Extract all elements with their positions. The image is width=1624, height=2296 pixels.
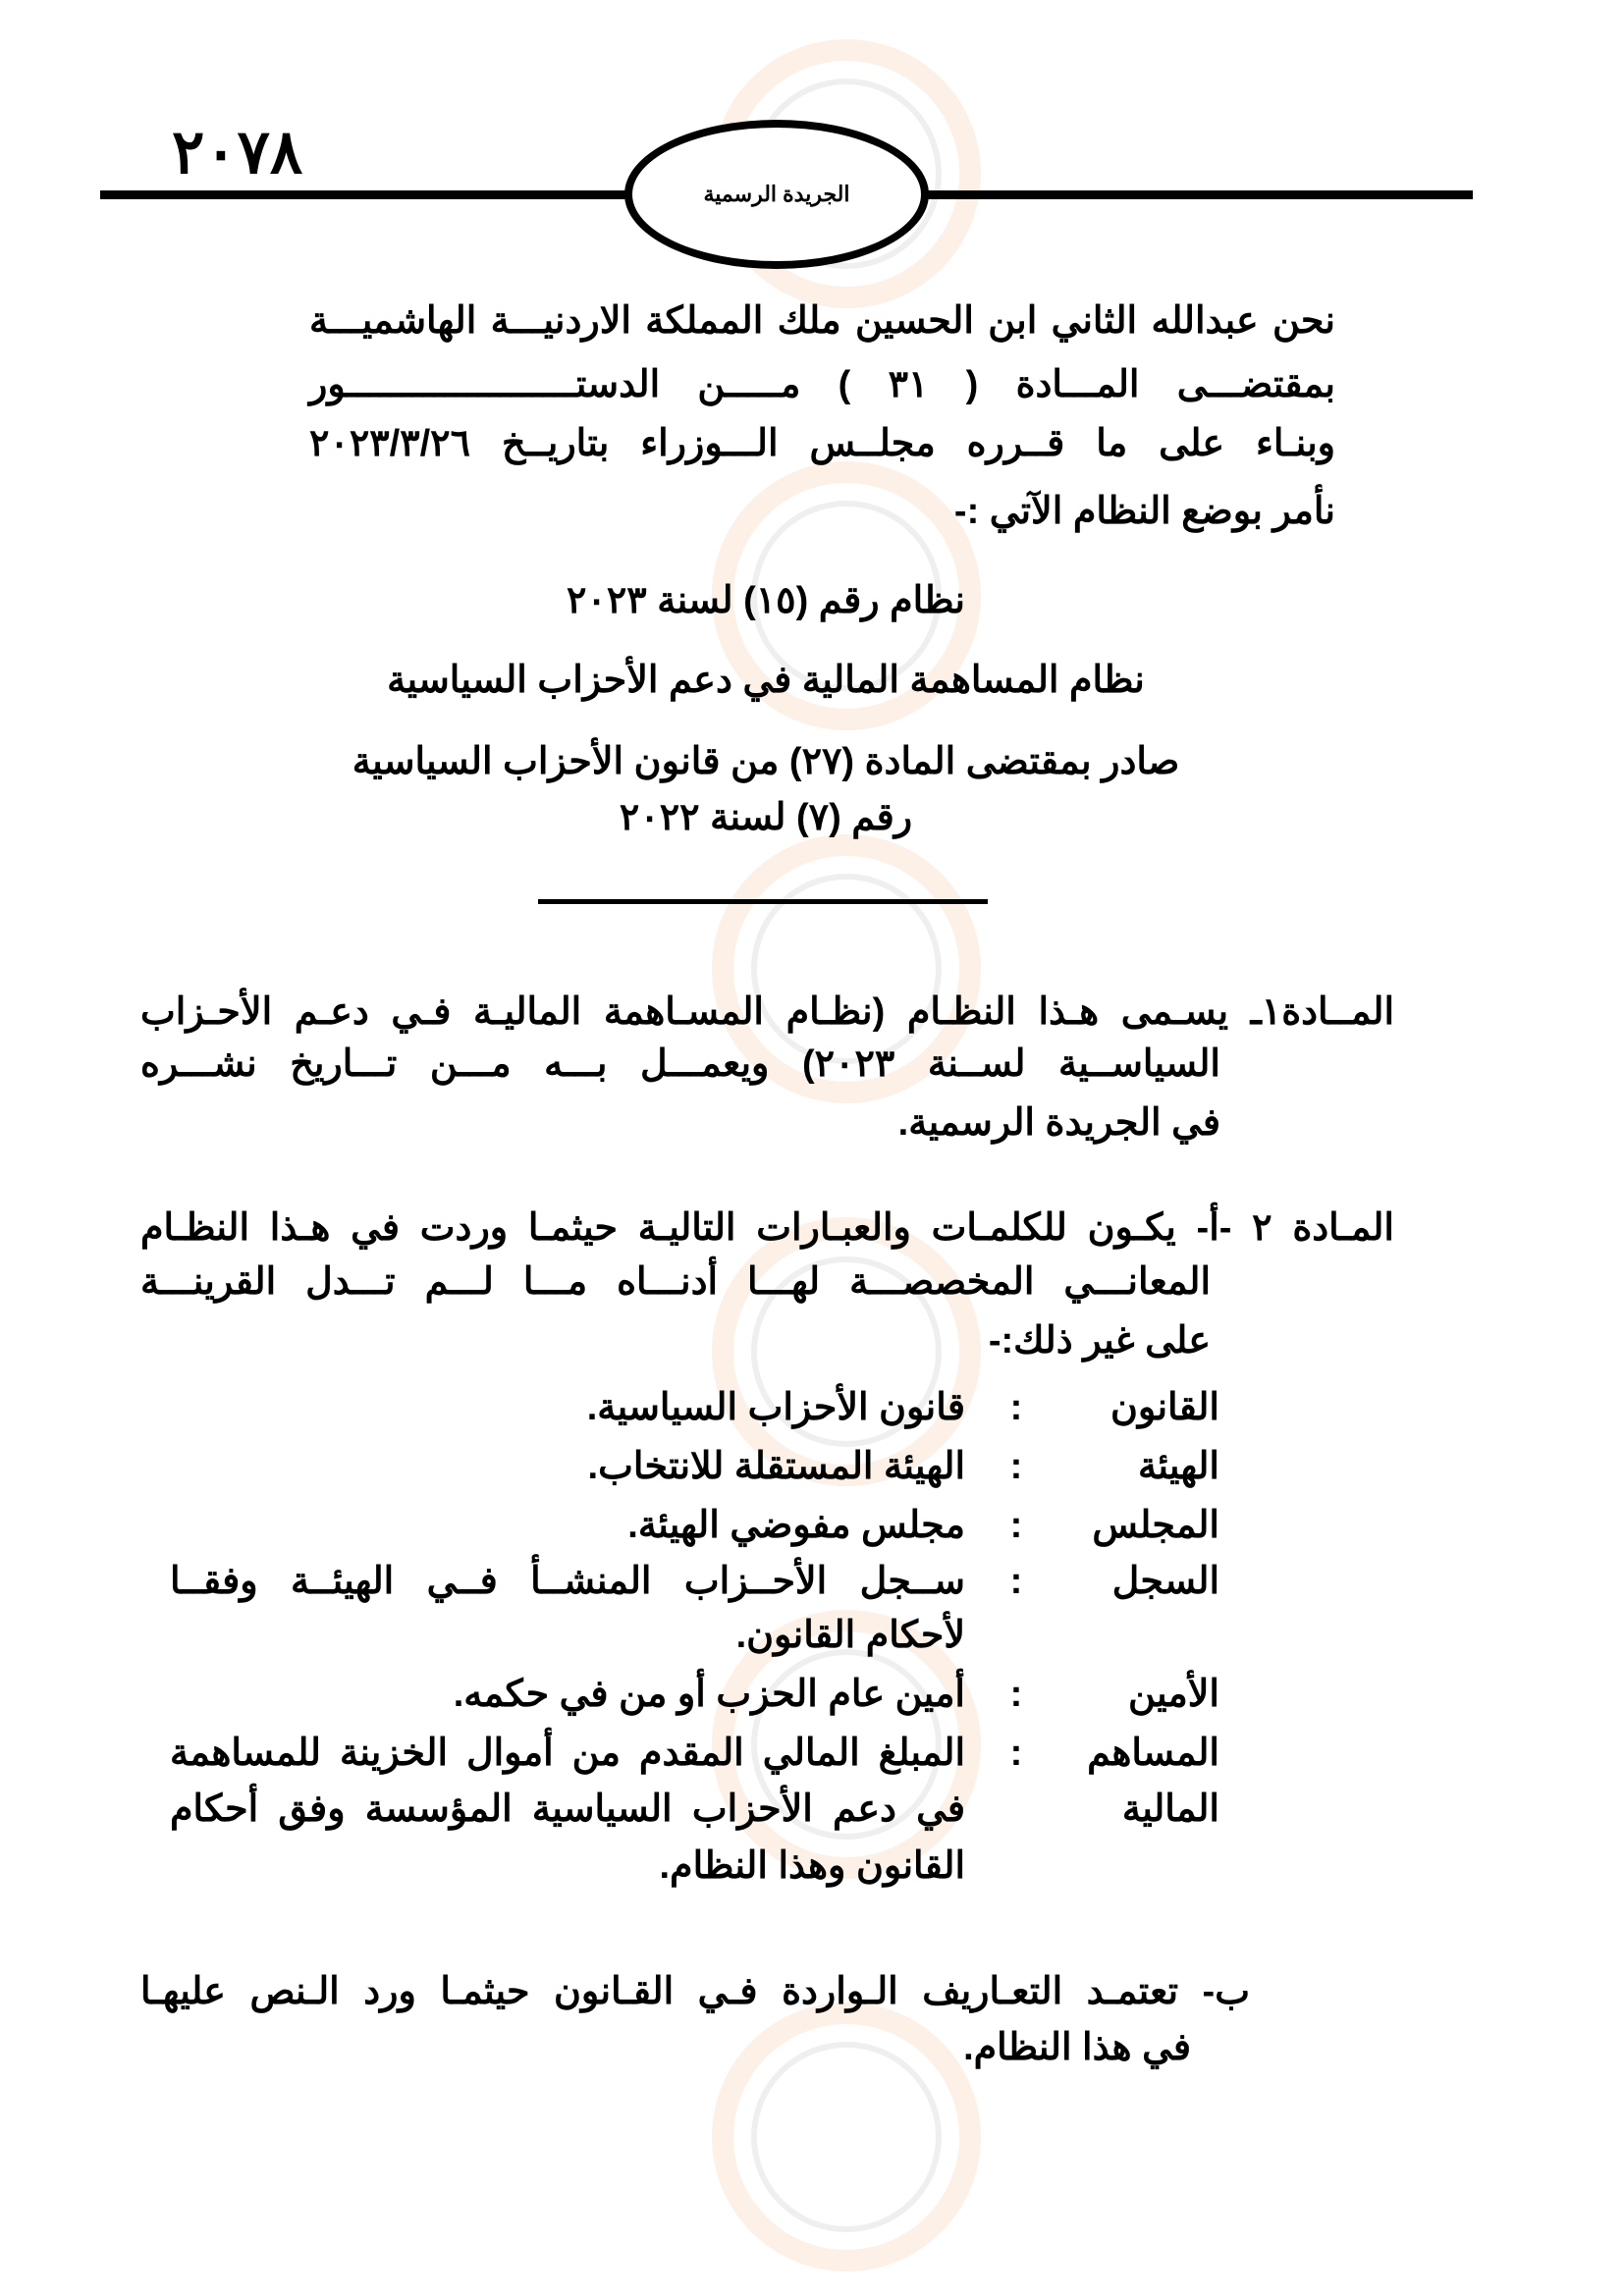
definition-colon: :	[1009, 1733, 1023, 1774]
definition-meaning: ســجل الأحــزاب المنشــأ فــي الهيئــة وفقــا	[170, 1561, 965, 1602]
definition-meaning: مجلس مفوضي الهيئة.	[627, 1505, 965, 1546]
article1-line: في الجريدة الرسمية.	[897, 1102, 1220, 1144]
definition-term: المالية	[1121, 1789, 1219, 1830]
definition-colon: :	[1009, 1561, 1023, 1602]
preamble-line: نأمر بوضع النظام الآتي :-	[953, 491, 1335, 532]
definition-term: الهيئة	[1138, 1446, 1219, 1487]
preamble-line: نحن عبدالله الثاني ابن الحسين ملك المملكة الاردنيـــة الهاشميـــة	[309, 300, 1335, 342]
regulation-number: نظام رقم (١٥) لسنة ٢٠٢٣	[567, 580, 965, 621]
definition-meaning: قانون الأحزاب السياسية.	[586, 1387, 965, 1428]
regulation-name: نظام المساهمة المالية في دعم الأحزاب السياسية	[387, 660, 1145, 701]
preamble-line: وبنـاء على ما قــرره مجلــس الـــوزراء بتاريــخ ٢٠٢٣/٣/٢٦	[309, 423, 1335, 464]
definition-term: المساهم	[1087, 1733, 1219, 1774]
clause-b-line: في هذا النظام.	[963, 2027, 1191, 2068]
definition-term: المجلس	[1092, 1505, 1219, 1546]
gazette-title: الجريدة الرسمية	[703, 182, 850, 206]
definition-meaning: القانون وهذا النظام.	[659, 1845, 965, 1887]
article1-line: السياســية لســنة ٢٠٢٣) ويعمـــل بـــه مـــن تـــاريخ نشـــره	[140, 1043, 1220, 1085]
definition-meaning: في دعم الأحزاب السياسية المؤسسة وفق أحكام	[170, 1789, 965, 1830]
article1-line: المــادة١ـ يسـمى هـذا النظـام (نظـام المسـاهمة الماليـة فـي دعـم الأحـزاب	[140, 991, 1394, 1033]
definition-colon: :	[1009, 1387, 1023, 1428]
definition-meaning: الهيئة المستقلة للانتخاب.	[587, 1446, 965, 1487]
definition-term: الأمين	[1128, 1674, 1219, 1715]
article2-line: المعانـــي المخصصـــة لهـــا أدنـــاه مـــا لـــم تـــدل القرينـــة	[140, 1261, 1211, 1303]
definition-term: السجل	[1111, 1561, 1219, 1602]
definition-meaning: المبلغ المالي المقدم من أموال الخزينة للمساهمة	[170, 1733, 965, 1774]
definition-colon: :	[1009, 1505, 1023, 1546]
definition-meaning: لأحكام القانون.	[735, 1615, 965, 1656]
preamble-line: بمقتضـــى المـــادة ( ٣١ ) مـــــن الدستـــــــــــــــــــــور	[309, 364, 1336, 405]
definition-colon: :	[1009, 1446, 1023, 1487]
definition-term: القانون	[1110, 1387, 1219, 1428]
article2-line: على غير ذلك:-	[988, 1320, 1211, 1362]
issued-under-line: صادر بمقتضى المادة (٢٧) من قانون الأحزاب السياسية	[352, 741, 1180, 782]
definition-colon: :	[1009, 1674, 1023, 1715]
title-separator	[538, 899, 988, 904]
article2-line: المـادة ٢ -أ- يكـون للكلمـات والعبـارات التاليـة حيثمـا وردت في هـذا النظـام	[140, 1207, 1394, 1249]
issued-under-line: رقم (٧) لسنة ٢٠٢٢	[619, 797, 913, 838]
clause-b-line: ب- تعتمـد التعـاريف الـواردة فـي القـانون حيثمـا ورد الـنص عليهـا	[140, 1971, 1250, 2012]
gazette-title-oval	[624, 120, 929, 269]
definition-meaning: أمين عام الحزب أو من في حكمه.	[453, 1674, 965, 1715]
page-number: ٢٠٧٨	[172, 120, 303, 187]
